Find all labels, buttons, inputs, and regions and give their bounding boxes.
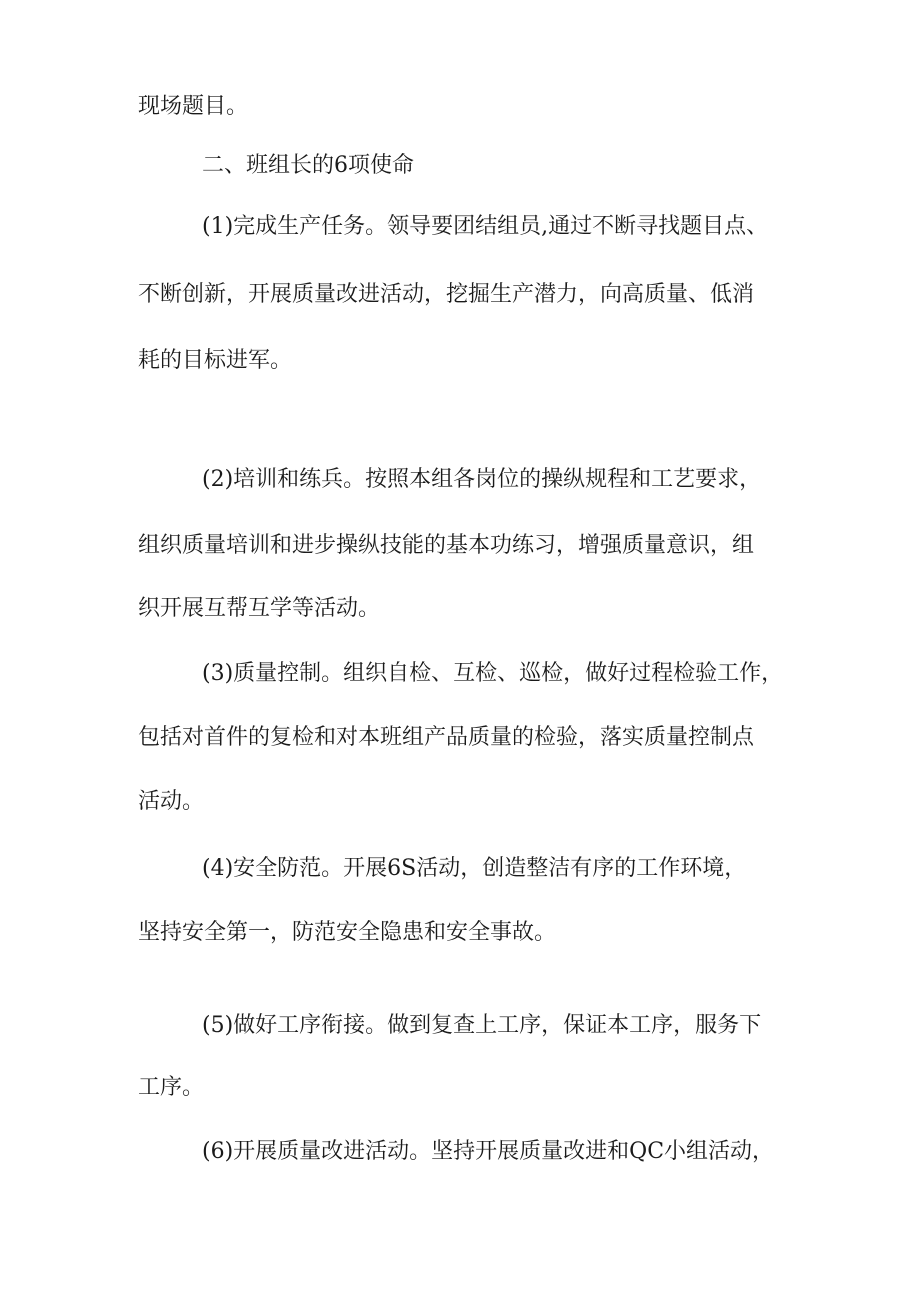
paragraph-3-line-2: 包括对首件的复检和对本班组产品质量的检验，落实质量控制点 [138,725,755,750]
paragraph-5-line-2: 工序。 [138,1075,205,1100]
paragraph-5-line-1: (5)做好工序衔接。做到复查上工序，保证本工序，服务下 [202,1013,762,1038]
paragraph-3-line-3: 活动。 [138,789,205,814]
text-line-continuation: 现场题目。 [138,94,249,119]
section-heading: 二、班组长的6项使命 [202,153,414,178]
paragraph-1-line-1: (1)完成生产任务。领导要团结组员,通过不断寻找题目点、 [202,214,769,239]
paragraph-4-line-2: 坚持安全第一，防范安全隐患和安全事故。 [138,920,557,945]
paragraph-2-line-1: (2)培训和练兵。按照本组各岗位的操纵规程和工艺要求， [202,467,762,492]
paragraph-3-line-1: (3)质量控制。组织自检、互检、巡检，做好过程检验工作， [202,661,784,686]
paragraph-4-line-1: (4)安全防范。开展6S活动，创造整洁有序的工作环境， [202,856,747,881]
paragraph-1-line-3: 耗的目标进军。 [138,348,293,373]
paragraph-2-line-3: 织开展互帮互学等活动。 [138,596,381,621]
paragraph-1-line-2: 不断创新，开展质量改进活动，挖掘生产潜力，向高质量、低消 [138,282,755,307]
paragraph-2-line-2: 组织质量培训和进步操纵技能的基本功练习，增强质量意识，组 [138,533,755,558]
paragraph-6-line-1: (6)开展质量改进活动。坚持开展质量改进和QC小组活动， [202,1139,775,1164]
